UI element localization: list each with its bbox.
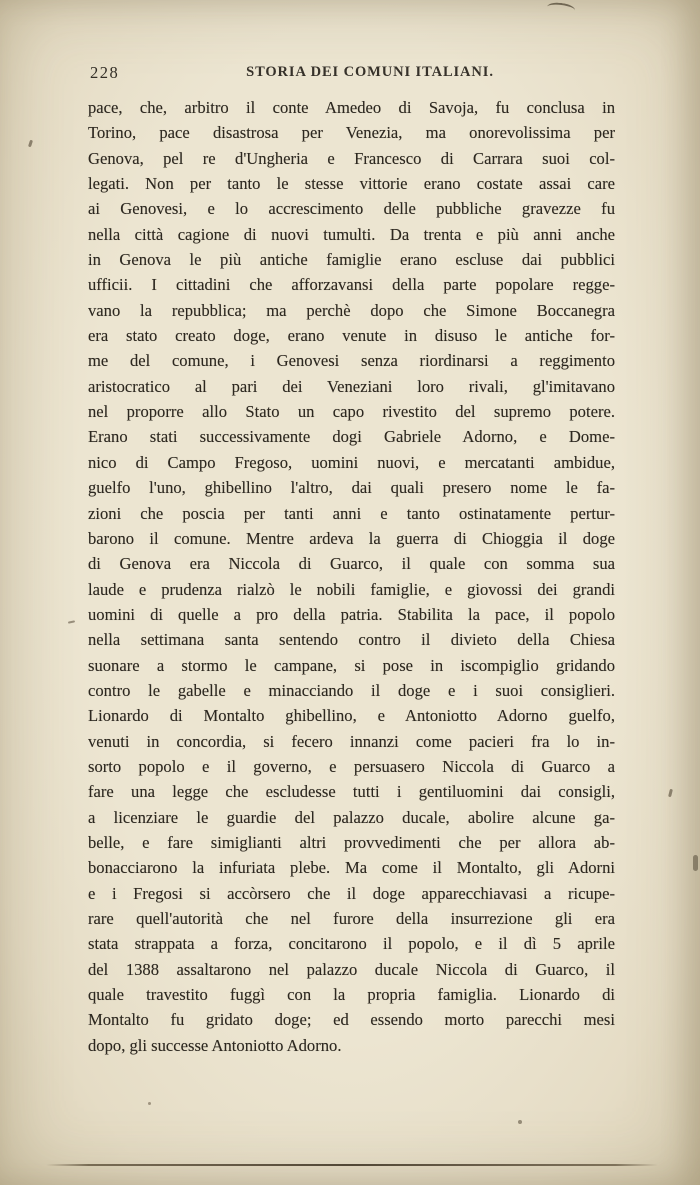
- text-line: barono il comune. Mentre ardeva la guerra di Chioggia il doge: [88, 528, 615, 548]
- text-line: stata strappata a forza, concitarono il popolo, e il dì 5 aprile: [88, 934, 615, 954]
- text-line: nella settimana santa sentendo contro il divieto della Chiesa: [88, 630, 615, 650]
- page-number: 228: [90, 63, 120, 82]
- text-line: Montalto fu gridato doge; ed essendo morto parecchi mesi: [88, 1010, 615, 1030]
- scan-artifact-bottom-dot: [518, 1120, 522, 1124]
- text-line: era stato creato doge, erano venute in disuso le antiche for-: [88, 326, 615, 346]
- text-line: vano la repubblica; ma perchè dopo che Simone Boccanegra: [88, 300, 615, 320]
- text-line: Torino, pace disastrosa per Venezia, ma onorevolissima per: [88, 123, 615, 143]
- text-line: del 1388 assaltarono nel palazzo ducale Niccola di Guarco, il: [88, 959, 615, 979]
- scan-artifact-lastline-dot: [148, 1102, 151, 1105]
- text-line: e i Fregosi si accòrsero che il doge apparecchiavasi a ricupe-: [88, 883, 615, 903]
- text-line: nico di Campo Fregoso, uomini nuovi, e mercatanti ambidue,: [88, 452, 615, 472]
- scan-bottom-edge: [46, 1164, 658, 1166]
- text-line: bonacciarono la infuriata plebe. Ma come il Montalto, gli Adorni: [88, 858, 615, 878]
- text-line: dopo, gli successe Antoniotto Adorno.: [88, 1035, 342, 1055]
- text-line: suonare a stormo le campane, si pose in iscompiglio gridando: [88, 655, 615, 675]
- text-line: di Genova era Niccola di Guarco, il quale con somma sua: [88, 554, 615, 574]
- running-title: STORIA DEI COMUNI ITALIANI.: [246, 64, 494, 80]
- text-line: contro le gabelle e minacciando il doge e i suoi consiglieri.: [88, 680, 615, 700]
- text-line: sorto popolo e il governo, e persuasero Niccola di Guarco a: [88, 756, 615, 776]
- text-line: guelfo l'uno, ghibellino l'altro, dai quali presero nome le fa-: [88, 478, 615, 498]
- text-line: legati. Non per tanto le stesse vittorie erano costate assai care: [88, 174, 615, 194]
- text-line: a licenziare le guardie del palazzo ducale, abolire alcune ga-: [88, 807, 615, 827]
- text-line: aristocratico al pari dei Veneziani loro rivali, gl'imitavano: [88, 376, 615, 396]
- body-text: [88, 95, 615, 1058]
- text-line: in Genova le più antiche famiglie erano escluse dai pubblici: [88, 250, 615, 270]
- text-line: venuti in concordia, si fecero innanzi come pacieri fra lo in-: [88, 731, 615, 751]
- text-line: laude e prudenza rialzò le nobili famiglie, e giovossi dei grandi: [88, 579, 615, 599]
- text-line: quale travestito fuggì con la propria famiglia. Lionardo di: [88, 985, 615, 1005]
- text-line: ai Genovesi, e lo accrescimento delle pubbliche gravezze fu: [88, 199, 615, 219]
- text-line: uomini di quelle a pro della patria. Stabilita la pace, il popolo: [88, 604, 615, 624]
- text-line: rare quell'autorità che nel furore della insurrezione gli era: [88, 909, 615, 928]
- text-line: Lionardo di Montalto ghibellino, e Antoniotto Adorno guelfo,: [88, 706, 615, 726]
- text-line: belle, e fare simiglianti altri provvedimenti che per allora ab-: [88, 832, 615, 852]
- text-line: nel proporre allo Stato un capo rivestito del supremo potere.: [88, 402, 615, 422]
- page-header: [88, 62, 622, 86]
- text-line: zioni che poscia per tanti anni e tanto ostinatamente pertur-: [88, 503, 615, 523]
- scan-artifact-right-comma: [668, 789, 673, 797]
- text-line: ufficii. I cittadini che afforzavansi della parte popolare regge-: [88, 275, 615, 295]
- text-line: fare una legge che escludesse tutti i gentiluomini dai consigli,: [88, 782, 615, 802]
- scan-artifact-right-speck: [693, 855, 698, 871]
- text-line: pace, che, arbitro il conte Amedeo di Savoja, fu conclusa in: [88, 98, 615, 117]
- scan-artifact-top-squiggle: [546, 1, 575, 15]
- text-line: Genova, pel re d'Ungheria e Francesco di Carrara suoi col-: [88, 148, 615, 168]
- text-line: Erano stati successivamente dogi Gabriele Adorno, e Dome-: [88, 427, 615, 447]
- scan-artifact-left-dash: [68, 620, 75, 623]
- text-line: nella città cagione di nuovi tumulti. Da trenta e più anni anche: [88, 224, 615, 244]
- text-line: me del comune, i Genovesi senza riordinarsi a reggimento: [88, 351, 615, 371]
- scan-artifact-left-tick: [28, 140, 33, 148]
